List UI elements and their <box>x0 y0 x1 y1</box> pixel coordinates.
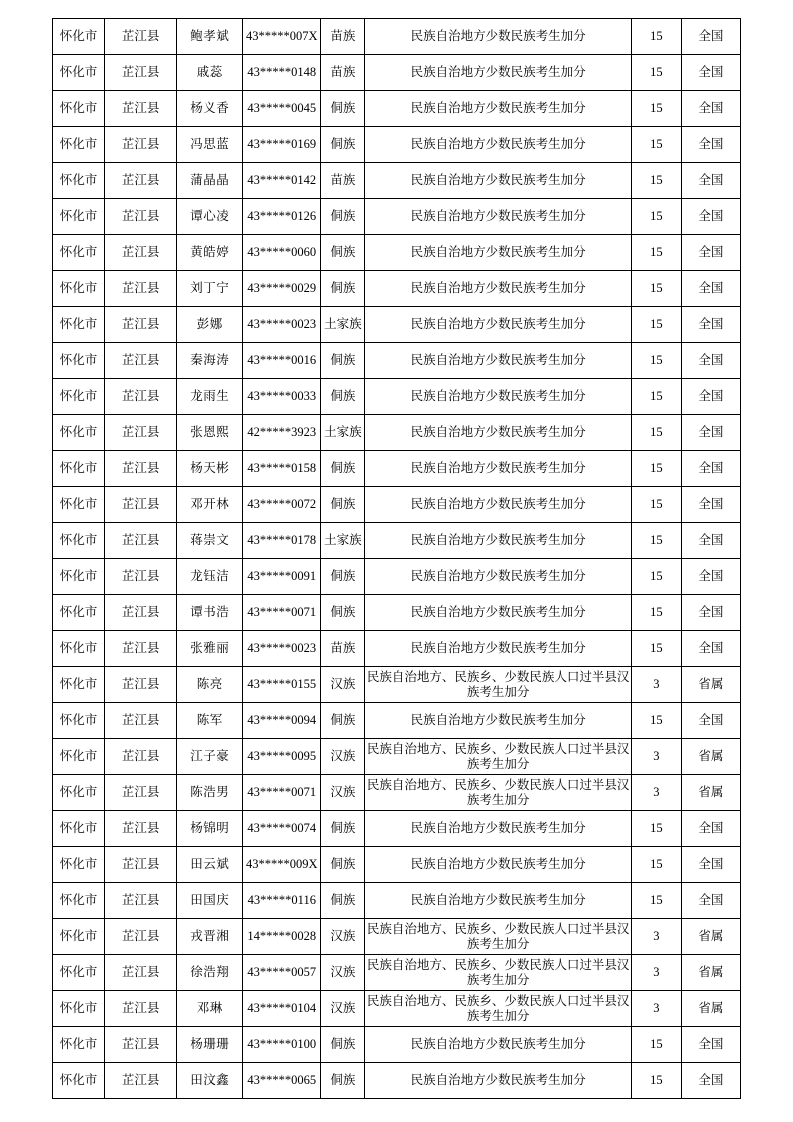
cell-name: 黄皓婷 <box>177 235 243 271</box>
cell-ethnic: 苗族 <box>321 163 365 199</box>
cell-city: 怀化市 <box>53 343 105 379</box>
cell-name: 刘丁宁 <box>177 271 243 307</box>
cell-scope: 省属 <box>681 775 740 811</box>
table-row <box>53 19 741 55</box>
cell-id: 43*****0071 <box>243 595 321 631</box>
cell-reason: 民族自治地方少数民族考生加分 <box>365 343 631 379</box>
cell-ethnic: 汉族 <box>321 667 365 703</box>
cell-city: 怀化市 <box>53 739 105 775</box>
cell-reason: 民族自治地方少数民族考生加分 <box>365 1063 631 1099</box>
cell-scope: 省属 <box>681 667 740 703</box>
cell-id: 43*****0095 <box>243 739 321 775</box>
cell-scope: 全国 <box>681 595 740 631</box>
cell-score: 15 <box>631 1063 681 1099</box>
cell-ethnic: 汉族 <box>321 991 365 1027</box>
cell-id: 43*****0155 <box>243 667 321 703</box>
cell-city: 怀化市 <box>53 955 105 991</box>
cell-name: 杨义香 <box>177 91 243 127</box>
cell-county: 芷江县 <box>105 667 177 703</box>
table-row <box>53 811 741 847</box>
cell-scope: 全国 <box>681 703 740 739</box>
cell-reason: 民族自治地方少数民族考生加分 <box>365 163 631 199</box>
cell-score: 15 <box>631 19 681 55</box>
cell-id: 43*****0029 <box>243 271 321 307</box>
cell-county: 芷江县 <box>105 55 177 91</box>
cell-city: 怀化市 <box>53 667 105 703</box>
cell-name: 张雅丽 <box>177 631 243 667</box>
cell-ethnic: 侗族 <box>321 883 365 919</box>
cell-county: 芷江县 <box>105 523 177 559</box>
cell-reason: 民族自治地方少数民族考生加分 <box>365 703 631 739</box>
cell-score: 15 <box>631 559 681 595</box>
cell-score: 15 <box>631 307 681 343</box>
cell-scope: 全国 <box>681 307 740 343</box>
table-row <box>53 1027 741 1063</box>
cell-id: 43*****0100 <box>243 1027 321 1063</box>
cell-name: 邓琳 <box>177 991 243 1027</box>
cell-score: 15 <box>631 199 681 235</box>
cell-county: 芷江县 <box>105 631 177 667</box>
cell-ethnic: 侗族 <box>321 595 365 631</box>
cell-county: 芷江县 <box>105 451 177 487</box>
cell-city: 怀化市 <box>53 1027 105 1063</box>
cell-id: 43*****007X <box>243 19 321 55</box>
cell-scope: 全国 <box>681 127 740 163</box>
cell-id: 43*****009X <box>243 847 321 883</box>
cell-ethnic: 侗族 <box>321 703 365 739</box>
cell-ethnic: 侗族 <box>321 451 365 487</box>
cell-score: 15 <box>631 523 681 559</box>
cell-score: 15 <box>631 271 681 307</box>
cell-reason: 民族自治地方少数民族考生加分 <box>365 595 631 631</box>
cell-city: 怀化市 <box>53 19 105 55</box>
cell-score: 15 <box>631 631 681 667</box>
table-row <box>53 55 741 91</box>
cell-city: 怀化市 <box>53 559 105 595</box>
candidate-bonus-table <box>52 18 741 1099</box>
cell-reason: 民族自治地方少数民族考生加分 <box>365 199 631 235</box>
cell-scope: 全国 <box>681 883 740 919</box>
cell-reason: 民族自治地方少数民族考生加分 <box>365 307 631 343</box>
cell-name: 戚蕊 <box>177 55 243 91</box>
cell-name: 蒲晶晶 <box>177 163 243 199</box>
cell-city: 怀化市 <box>53 991 105 1027</box>
cell-name: 鲍孝斌 <box>177 19 243 55</box>
cell-scope: 全国 <box>681 847 740 883</box>
table-row <box>53 703 741 739</box>
cell-id: 14*****0028 <box>243 919 321 955</box>
table-row <box>53 523 741 559</box>
cell-score: 3 <box>631 667 681 703</box>
table-row <box>53 127 741 163</box>
cell-city: 怀化市 <box>53 1063 105 1099</box>
table-row <box>53 487 741 523</box>
cell-ethnic: 苗族 <box>321 55 365 91</box>
cell-name: 冯思蓝 <box>177 127 243 163</box>
cell-city: 怀化市 <box>53 127 105 163</box>
cell-name: 杨天彬 <box>177 451 243 487</box>
table-row <box>53 919 741 955</box>
cell-name: 陈浩男 <box>177 775 243 811</box>
cell-ethnic: 侗族 <box>321 811 365 847</box>
cell-scope: 全国 <box>681 91 740 127</box>
cell-ethnic: 汉族 <box>321 919 365 955</box>
cell-name: 龙雨生 <box>177 379 243 415</box>
cell-ethnic: 侗族 <box>321 559 365 595</box>
cell-name: 谭心凌 <box>177 199 243 235</box>
cell-id: 43*****0178 <box>243 523 321 559</box>
table-row <box>53 235 741 271</box>
cell-id: 42*****3923 <box>243 415 321 451</box>
cell-county: 芷江县 <box>105 883 177 919</box>
cell-id: 43*****0065 <box>243 1063 321 1099</box>
cell-name: 徐浩翔 <box>177 955 243 991</box>
cell-ethnic: 侗族 <box>321 235 365 271</box>
cell-reason: 民族自治地方少数民族考生加分 <box>365 487 631 523</box>
table-row <box>53 559 741 595</box>
cell-county: 芷江县 <box>105 271 177 307</box>
cell-ethnic: 侗族 <box>321 199 365 235</box>
cell-county: 芷江县 <box>105 775 177 811</box>
cell-name: 田国庆 <box>177 883 243 919</box>
cell-reason: 民族自治地方、民族乡、少数民族人口过半县汉族考生加分 <box>365 991 631 1027</box>
table-row <box>53 1063 741 1099</box>
cell-reason: 民族自治地方少数民族考生加分 <box>365 379 631 415</box>
cell-county: 芷江县 <box>105 919 177 955</box>
cell-score: 3 <box>631 775 681 811</box>
cell-county: 芷江县 <box>105 559 177 595</box>
cell-city: 怀化市 <box>53 919 105 955</box>
cell-city: 怀化市 <box>53 307 105 343</box>
cell-scope: 全国 <box>681 379 740 415</box>
cell-id: 43*****0057 <box>243 955 321 991</box>
cell-name: 彭娜 <box>177 307 243 343</box>
table-row <box>53 91 741 127</box>
cell-reason: 民族自治地方少数民族考生加分 <box>365 811 631 847</box>
cell-county: 芷江县 <box>105 1027 177 1063</box>
cell-scope: 全国 <box>681 523 740 559</box>
cell-ethnic: 侗族 <box>321 1063 365 1099</box>
cell-id: 43*****0126 <box>243 199 321 235</box>
cell-reason: 民族自治地方少数民族考生加分 <box>365 883 631 919</box>
table-row <box>53 163 741 199</box>
cell-county: 芷江县 <box>105 199 177 235</box>
table-row <box>53 451 741 487</box>
cell-ethnic: 侗族 <box>321 271 365 307</box>
cell-county: 芷江县 <box>105 307 177 343</box>
cell-score: 15 <box>631 487 681 523</box>
cell-score: 15 <box>631 1027 681 1063</box>
cell-city: 怀化市 <box>53 415 105 451</box>
cell-id: 43*****0071 <box>243 775 321 811</box>
cell-ethnic: 侗族 <box>321 343 365 379</box>
cell-city: 怀化市 <box>53 595 105 631</box>
cell-name: 田汶鑫 <box>177 1063 243 1099</box>
cell-city: 怀化市 <box>53 199 105 235</box>
table-row <box>53 775 741 811</box>
cell-id: 43*****0023 <box>243 631 321 667</box>
cell-scope: 全国 <box>681 199 740 235</box>
cell-scope: 全国 <box>681 811 740 847</box>
cell-ethnic: 苗族 <box>321 19 365 55</box>
table-row <box>53 667 741 703</box>
cell-ethnic: 侗族 <box>321 847 365 883</box>
table-row <box>53 955 741 991</box>
cell-id: 43*****0016 <box>243 343 321 379</box>
cell-score: 15 <box>631 55 681 91</box>
cell-reason: 民族自治地方、民族乡、少数民族人口过半县汉族考生加分 <box>365 919 631 955</box>
cell-county: 芷江县 <box>105 235 177 271</box>
cell-county: 芷江县 <box>105 487 177 523</box>
cell-name: 杨锦明 <box>177 811 243 847</box>
cell-scope: 全国 <box>681 1063 740 1099</box>
cell-score: 15 <box>631 127 681 163</box>
cell-score: 15 <box>631 415 681 451</box>
cell-score: 15 <box>631 451 681 487</box>
cell-scope: 全国 <box>681 343 740 379</box>
cell-score: 15 <box>631 235 681 271</box>
cell-city: 怀化市 <box>53 91 105 127</box>
cell-ethnic: 汉族 <box>321 739 365 775</box>
cell-county: 芷江县 <box>105 739 177 775</box>
cell-county: 芷江县 <box>105 811 177 847</box>
cell-scope: 省属 <box>681 739 740 775</box>
cell-score: 15 <box>631 379 681 415</box>
table-row <box>53 631 741 667</box>
cell-ethnic: 侗族 <box>321 1027 365 1063</box>
cell-scope: 全国 <box>681 559 740 595</box>
table-row <box>53 415 741 451</box>
cell-score: 3 <box>631 919 681 955</box>
table-row <box>53 271 741 307</box>
cell-score: 3 <box>631 991 681 1027</box>
cell-ethnic: 侗族 <box>321 379 365 415</box>
cell-reason: 民族自治地方少数民族考生加分 <box>365 235 631 271</box>
cell-reason: 民族自治地方少数民族考生加分 <box>365 451 631 487</box>
cell-scope: 全国 <box>681 487 740 523</box>
cell-name: 张恩熙 <box>177 415 243 451</box>
cell-scope: 省属 <box>681 919 740 955</box>
cell-score: 15 <box>631 91 681 127</box>
cell-county: 芷江县 <box>105 379 177 415</box>
table-row <box>53 847 741 883</box>
cell-reason: 民族自治地方、民族乡、少数民族人口过半县汉族考生加分 <box>365 739 631 775</box>
cell-name: 戎晋湘 <box>177 919 243 955</box>
cell-scope: 全国 <box>681 235 740 271</box>
cell-city: 怀化市 <box>53 811 105 847</box>
cell-reason: 民族自治地方少数民族考生加分 <box>365 847 631 883</box>
cell-reason: 民族自治地方、民族乡、少数民族人口过半县汉族考生加分 <box>365 667 631 703</box>
cell-county: 芷江县 <box>105 991 177 1027</box>
cell-scope: 省属 <box>681 955 740 991</box>
cell-scope: 全国 <box>681 19 740 55</box>
cell-score: 15 <box>631 343 681 379</box>
cell-ethnic: 汉族 <box>321 775 365 811</box>
cell-id: 43*****0094 <box>243 703 321 739</box>
cell-id: 43*****0091 <box>243 559 321 595</box>
cell-reason: 民族自治地方少数民族考生加分 <box>365 271 631 307</box>
cell-score: 15 <box>631 703 681 739</box>
cell-name: 谭书浩 <box>177 595 243 631</box>
cell-ethnic: 苗族 <box>321 631 365 667</box>
cell-reason: 民族自治地方少数民族考生加分 <box>365 559 631 595</box>
table-row <box>53 595 741 631</box>
cell-city: 怀化市 <box>53 235 105 271</box>
table-row <box>53 199 741 235</box>
cell-county: 芷江县 <box>105 1063 177 1099</box>
cell-reason: 民族自治地方少数民族考生加分 <box>365 91 631 127</box>
cell-id: 43*****0074 <box>243 811 321 847</box>
cell-ethnic: 汉族 <box>321 955 365 991</box>
cell-county: 芷江县 <box>105 955 177 991</box>
cell-name: 邓开林 <box>177 487 243 523</box>
cell-scope: 全国 <box>681 631 740 667</box>
cell-name: 陈亮 <box>177 667 243 703</box>
table-body <box>53 19 741 1099</box>
cell-ethnic: 侗族 <box>321 487 365 523</box>
cell-ethnic: 土家族 <box>321 523 365 559</box>
cell-ethnic: 侗族 <box>321 91 365 127</box>
cell-name: 秦海涛 <box>177 343 243 379</box>
cell-id: 43*****0060 <box>243 235 321 271</box>
table-row <box>53 991 741 1027</box>
cell-name: 杨珊珊 <box>177 1027 243 1063</box>
cell-score: 15 <box>631 163 681 199</box>
cell-county: 芷江县 <box>105 127 177 163</box>
table-row <box>53 883 741 919</box>
cell-city: 怀化市 <box>53 883 105 919</box>
cell-city: 怀化市 <box>53 271 105 307</box>
cell-city: 怀化市 <box>53 523 105 559</box>
cell-city: 怀化市 <box>53 379 105 415</box>
cell-id: 43*****0045 <box>243 91 321 127</box>
cell-county: 芷江县 <box>105 595 177 631</box>
cell-city: 怀化市 <box>53 703 105 739</box>
cell-county: 芷江县 <box>105 91 177 127</box>
cell-id: 43*****0169 <box>243 127 321 163</box>
cell-id: 43*****0158 <box>243 451 321 487</box>
cell-id: 43*****0142 <box>243 163 321 199</box>
cell-city: 怀化市 <box>53 631 105 667</box>
cell-reason: 民族自治地方少数民族考生加分 <box>365 1027 631 1063</box>
cell-county: 芷江县 <box>105 415 177 451</box>
cell-city: 怀化市 <box>53 55 105 91</box>
cell-score: 15 <box>631 595 681 631</box>
cell-id: 43*****0148 <box>243 55 321 91</box>
cell-name: 田云斌 <box>177 847 243 883</box>
cell-id: 43*****0033 <box>243 379 321 415</box>
cell-city: 怀化市 <box>53 847 105 883</box>
cell-name: 蒋崇文 <box>177 523 243 559</box>
cell-ethnic: 侗族 <box>321 127 365 163</box>
cell-name: 龙钰洁 <box>177 559 243 595</box>
cell-scope: 全国 <box>681 451 740 487</box>
cell-id: 43*****0072 <box>243 487 321 523</box>
table-row <box>53 379 741 415</box>
cell-reason: 民族自治地方、民族乡、少数民族人口过半县汉族考生加分 <box>365 955 631 991</box>
cell-score: 15 <box>631 847 681 883</box>
cell-reason: 民族自治地方少数民族考生加分 <box>365 523 631 559</box>
cell-county: 芷江县 <box>105 847 177 883</box>
cell-scope: 省属 <box>681 991 740 1027</box>
cell-id: 43*****0104 <box>243 991 321 1027</box>
table-row <box>53 343 741 379</box>
cell-reason: 民族自治地方少数民族考生加分 <box>365 55 631 91</box>
cell-reason: 民族自治地方少数民族考生加分 <box>365 631 631 667</box>
cell-county: 芷江县 <box>105 703 177 739</box>
cell-ethnic: 土家族 <box>321 307 365 343</box>
cell-reason: 民族自治地方、民族乡、少数民族人口过半县汉族考生加分 <box>365 775 631 811</box>
table-row <box>53 739 741 775</box>
cell-city: 怀化市 <box>53 775 105 811</box>
cell-city: 怀化市 <box>53 451 105 487</box>
cell-scope: 全国 <box>681 415 740 451</box>
table-row <box>53 307 741 343</box>
cell-scope: 全国 <box>681 163 740 199</box>
cell-score: 3 <box>631 739 681 775</box>
cell-score: 3 <box>631 955 681 991</box>
cell-city: 怀化市 <box>53 487 105 523</box>
cell-name: 陈军 <box>177 703 243 739</box>
cell-score: 15 <box>631 883 681 919</box>
cell-county: 芷江县 <box>105 19 177 55</box>
cell-city: 怀化市 <box>53 163 105 199</box>
cell-id: 43*****0023 <box>243 307 321 343</box>
cell-ethnic: 土家族 <box>321 415 365 451</box>
cell-reason: 民族自治地方少数民族考生加分 <box>365 415 631 451</box>
cell-scope: 全国 <box>681 55 740 91</box>
cell-scope: 全国 <box>681 1027 740 1063</box>
cell-county: 芷江县 <box>105 163 177 199</box>
cell-county: 芷江县 <box>105 343 177 379</box>
cell-reason: 民族自治地方少数民族考生加分 <box>365 19 631 55</box>
cell-id: 43*****0116 <box>243 883 321 919</box>
cell-scope: 全国 <box>681 271 740 307</box>
cell-name: 江子豪 <box>177 739 243 775</box>
cell-score: 15 <box>631 811 681 847</box>
cell-reason: 民族自治地方少数民族考生加分 <box>365 127 631 163</box>
